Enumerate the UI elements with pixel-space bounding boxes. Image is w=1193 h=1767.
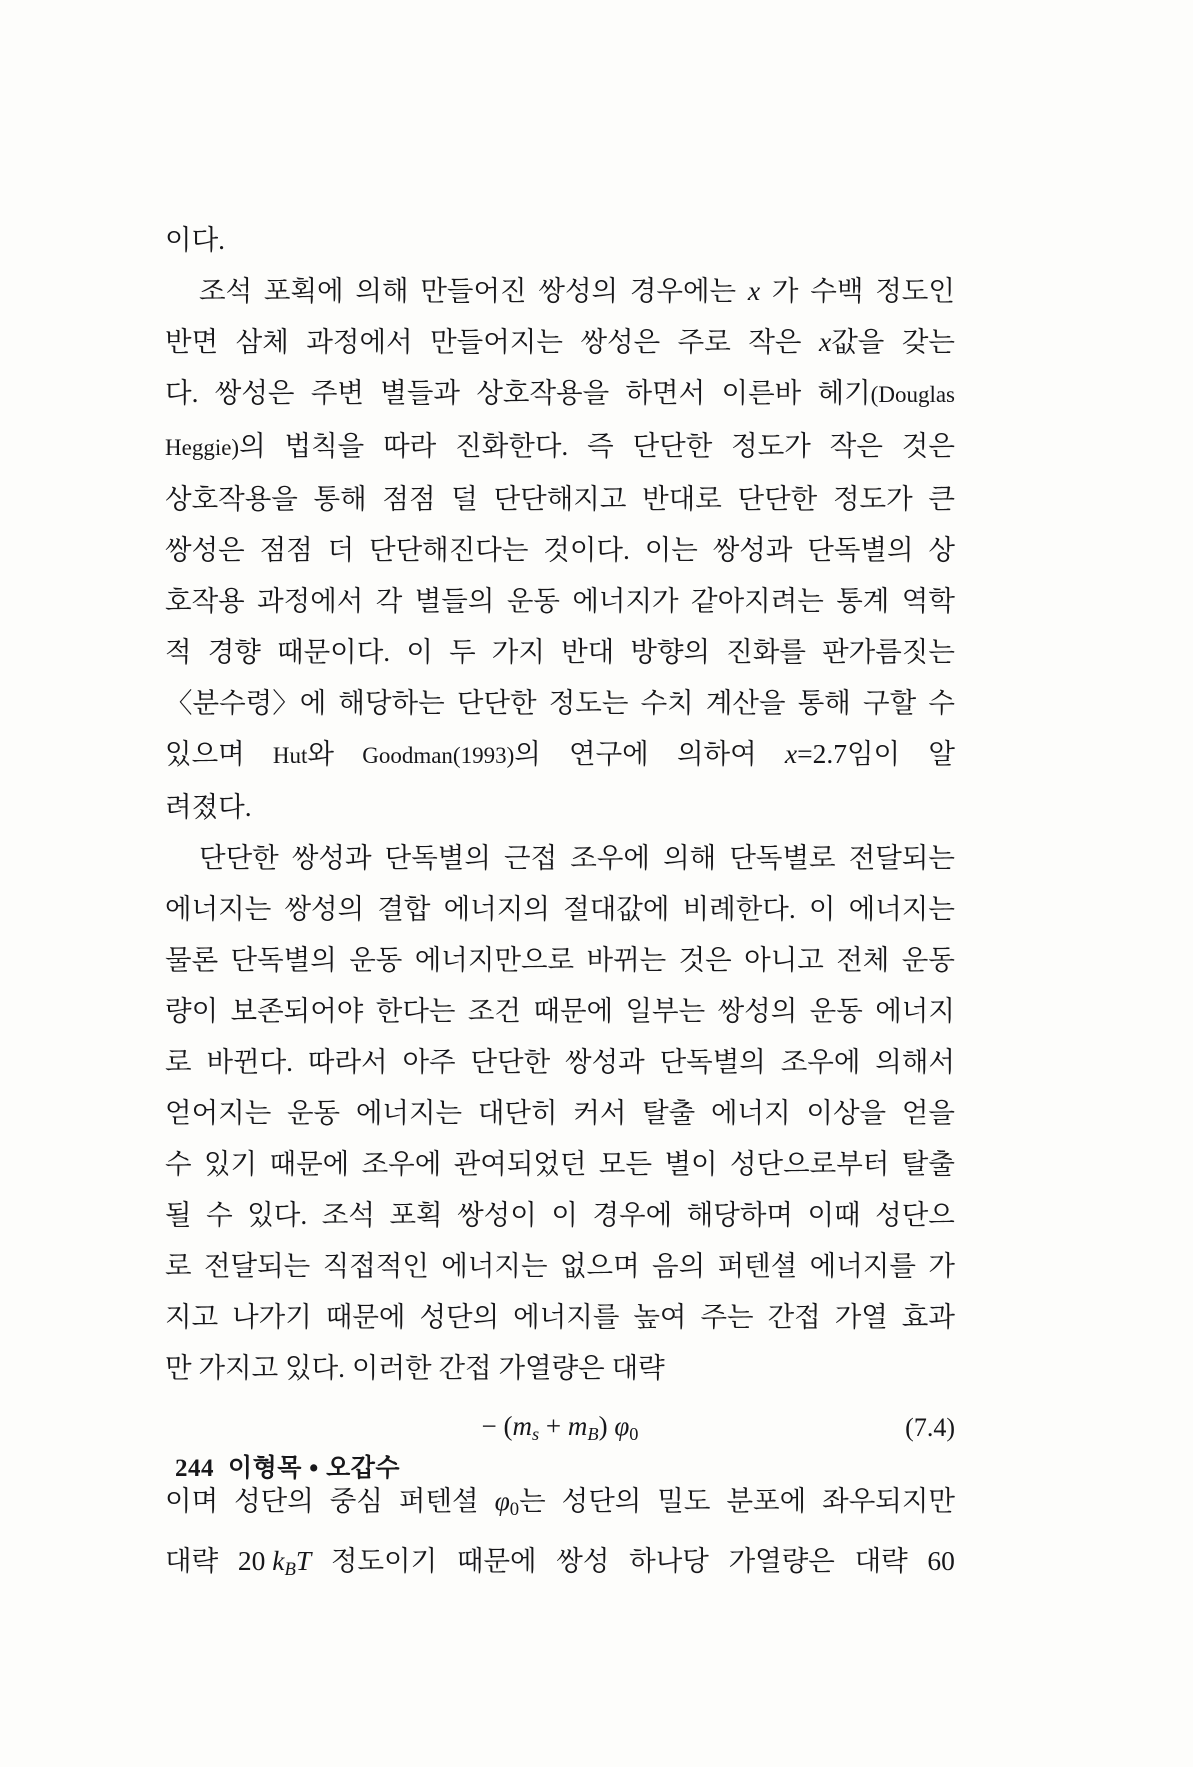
body-line: 물론 단독별의 운동 에너지만으로 바뀌는 것은 아니고 전체 운동: [165, 944, 955, 975]
page-number: 244: [175, 1455, 214, 1482]
body-line: [165, 1342, 955, 1393]
body-line: 수 있기 때문에 조우에 관여되었던 모든 별이 성단으로부터 탈출: [165, 1148, 955, 1179]
body-line: [165, 781, 955, 832]
body-line-text: 려졌다.: [165, 791, 252, 822]
page-footer: [175, 1448, 400, 1484]
body-line: 대략 20 $k_BT$ 정도이기 때문에 쌍성 하나당 가열량은 대략 60: [165, 1545, 955, 1581]
body-line: 〈분수령〉에 해당하는 단단한 정도는 수치 계산을 통해 구할 수: [165, 687, 955, 718]
equation-number: (7.4): [905, 1413, 955, 1442]
body-line: 다. 쌍성은 주변 별들과 상호작용을 하면서 이른바 헤기(Douglas: [165, 377, 955, 408]
body-line: 에너지는 쌍성의 결합 에너지의 절대값에 비례한다. 이 에너지는: [165, 893, 955, 924]
equation-expression: − $(m_s + m_B)$ $\varphi_0$: [481, 1411, 639, 1445]
body-line: 단단한 쌍성과 단독별의 근접 조우에 의해 단독별로 전달되는: [199, 842, 955, 873]
body-line: 상호작용을 통해 점점 덜 단단해지고 반대로 단단한 정도가 큰: [165, 483, 955, 514]
body-line: 조석 포획에 의해 만들어진 쌍성의 경우에는 x 가 수백 정도인: [199, 275, 955, 306]
body-line: 될 수 있다. 조석 포획 쌍성이 이 경우에 해당하며 이때 성단으: [165, 1199, 955, 1230]
body-line-text: 만 가지고 있다. 이러한 간접 가열량은 대략: [165, 1352, 665, 1383]
body-line: 로 전달되는 직접적인 에너지는 없으며 음의 퍼텐셜 에너지를 가: [165, 1250, 955, 1281]
body-line: 로 바뀐다. 따라서 아주 단단한 쌍성과 단독별의 조우에 의해서: [165, 1046, 955, 1077]
body-line: 적 경향 때문이다. 이 두 가지 반대 방향의 진화를 판가름짓는: [165, 636, 955, 667]
body-line: 얻어지는 운동 에너지는 대단히 커서 탈출 에너지 이상을 얻을: [165, 1097, 955, 1128]
footer-authors: 이형목 • 오갑수: [228, 1454, 401, 1482]
body-line: 반면 삼체 과정에서 만들어지는 쌍성은 주로 작은 x값을 갖는: [165, 326, 955, 357]
body-line: [165, 214, 955, 265]
body-line: 이며 성단의 중심 퍼텐셜 $\varphi_0$는 성단의 밀도 분포에 좌우되지만: [165, 1485, 955, 1521]
body-line-text: 이다.: [165, 224, 226, 255]
body-line: 있으며 Hut와 Goodman(1993)의 연구에 의하여 x=2.7임이 알: [165, 738, 955, 769]
body-line: 지고 나가기 때문에 성단의 에너지를 높여 주는 간접 가열 효과: [165, 1301, 955, 1332]
body-line: 쌍성은 점점 더 단단해진다는 것이다. 이는 쌍성과 단독별의 상: [165, 534, 955, 565]
body-line: 호작용 과정에서 각 별들의 운동 에너지가 같아지려는 통계 역학: [165, 585, 955, 616]
body-line: 량이 보존되어야 한다는 조건 때문에 일부는 쌍성의 운동 에너지: [165, 995, 955, 1026]
page-content: [165, 214, 955, 1595]
body-line: Heggie)의 법칙을 따라 진화한다. 즉 단단한 정도가 작은 것은: [165, 430, 955, 461]
